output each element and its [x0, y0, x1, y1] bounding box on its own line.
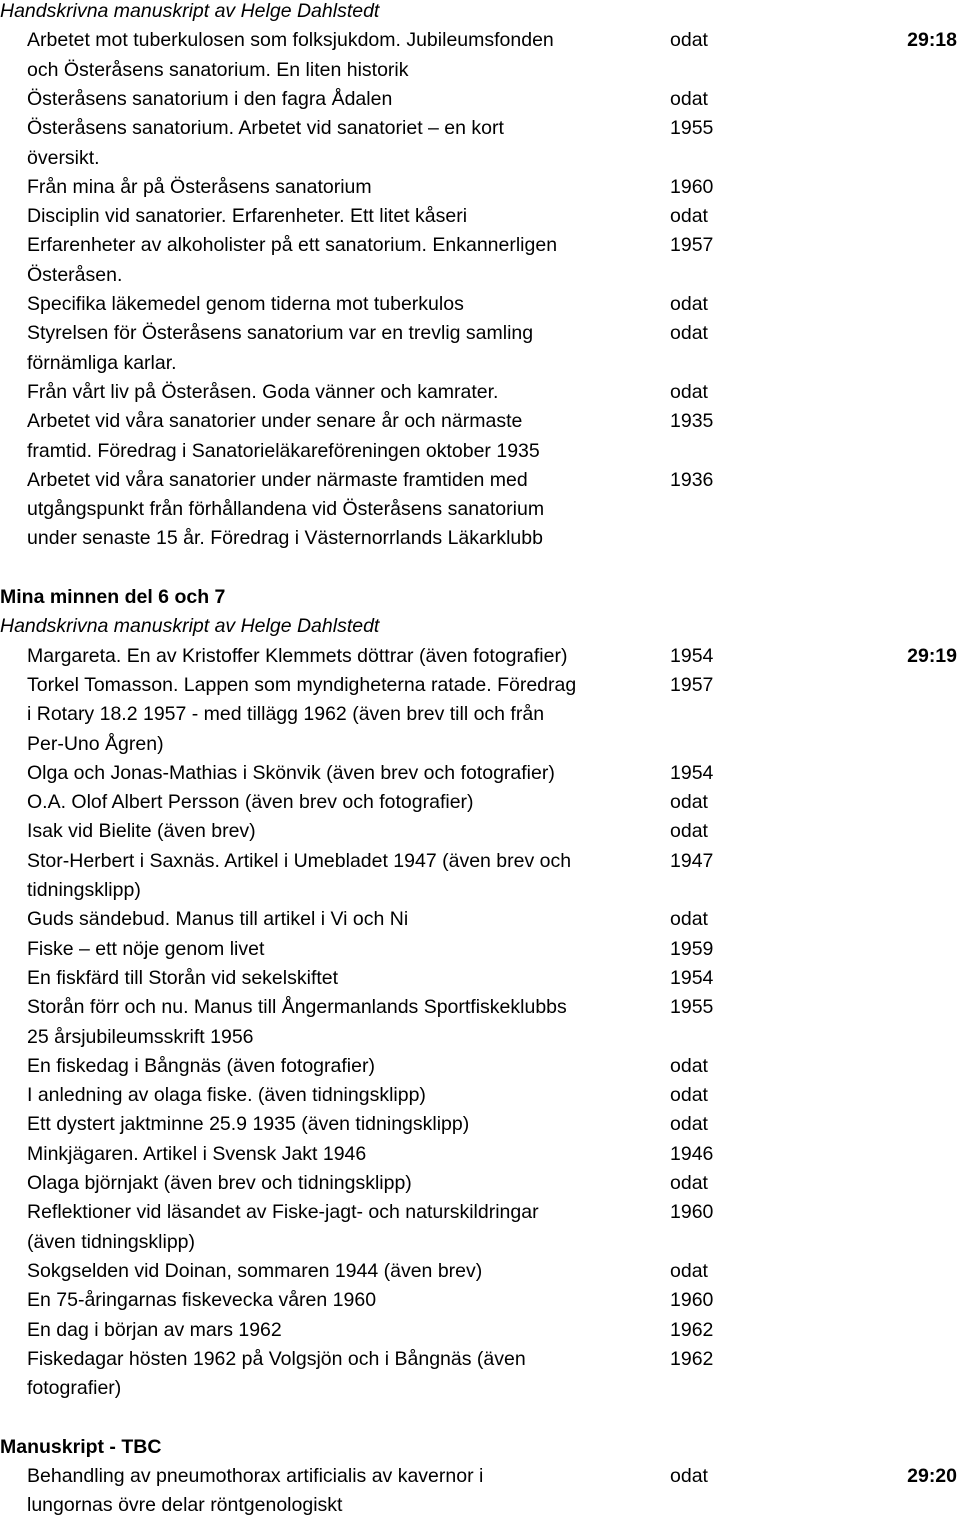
item-title-line: Reflektioner vid läsandet av Fiske-jagt- och naturskildringar: [27, 1201, 539, 1224]
item-title-line: Storån förr och nu. Manus till Ångermanlands Sportfiskeklubbs: [27, 996, 567, 1019]
section-subheading: Handskrivna manuskript av Helge Dahlstedt: [0, 0, 380, 22]
item-year: odat: [670, 1172, 708, 1194]
item-year: odat: [670, 380, 708, 403]
section-subheading: Handskrivna manuskript av Helge Dahlstedt: [0, 615, 380, 638]
item-year: odat: [670, 1084, 708, 1107]
item-title-line: Torkel Tomasson. Lappen som myndigheterna ratade. Föredrag: [27, 673, 577, 696]
shelf-number: 29:18: [907, 29, 957, 52]
item-year: odat: [670, 908, 708, 931]
item-title-line: i Rotary 18.2 1957 - med tillägg 1962 (även brev till och från: [27, 703, 545, 726]
item-title-line: Från mina år på Österåsens sanatorium: [27, 175, 372, 198]
item-year: 1954: [670, 761, 714, 784]
item-title-line: Erfarenheter av alkoholister på ett sanatorium. Enkannerligen: [27, 234, 558, 257]
item-title-line: Arbetet vid våra sanatorier under närmaste framtiden med: [27, 468, 528, 491]
item-year: 1955: [670, 996, 714, 1019]
item-title-line: Specifika läkemedel genom tiderna mot tuberkulos: [27, 293, 464, 315]
item-title-line: Isak vid Bielite (även brev): [27, 820, 256, 843]
item-year: 1957: [670, 673, 714, 696]
item-title-line: och Österåsens sanatorium. En liten historik: [27, 58, 409, 81]
item-title-line: Olaga björnjakt (även brev och tidningsklipp): [27, 1172, 412, 1194]
item-year: 1946: [670, 1142, 714, 1165]
item-year: 1954: [670, 644, 714, 667]
item-title-line: En 75-åringarnas fiskevecka våren 1960: [27, 1289, 377, 1312]
item-title-line: Ett dystert jaktminne 25.9 1935 (även tidningsklipp): [27, 1113, 470, 1136]
item-year: 1960: [670, 175, 714, 198]
shelf-number: 29:19: [907, 644, 957, 667]
item-year: odat: [670, 29, 708, 52]
item-title-line: Arbetet vid våra sanatorier under senare år och närmaste: [27, 410, 523, 433]
item-title-line: Olga och Jonas-Mathias i Skönvik (även brev och fotografier): [27, 761, 555, 784]
item-year: 1960: [670, 1201, 714, 1224]
section-heading: Manuskript - TBC: [0, 1435, 162, 1458]
item-title-line: förnämliga karlar.: [27, 351, 177, 374]
item-year: 1947: [670, 849, 714, 872]
item-year: odat: [670, 1054, 708, 1077]
item-year: odat: [670, 293, 708, 315]
item-year: odat: [670, 1259, 708, 1282]
item-title-line: Guds sändebud. Manus till artikel i Vi och Ni: [27, 908, 409, 931]
item-title-line: (även tidningsklipp): [27, 1230, 196, 1253]
item-title-line: Från vårt liv på Österåsen. Goda vänner och kamrater.: [27, 380, 499, 403]
shelf-number: 29:20: [907, 1465, 957, 1487]
item-title-line: tidningsklipp): [27, 879, 141, 901]
item-year: odat: [670, 1113, 708, 1136]
item-year: odat: [670, 322, 708, 345]
item-title-line: fotografier): [27, 1377, 122, 1400]
item-title-line: Arbetet mot tuberkulosen som folksjukdom. Jubileumsfonden: [27, 29, 554, 52]
item-title-line: Stor-Herbert i Saxnäs. Artikel i Umebladet 1947 (även brev och: [27, 849, 572, 872]
item-title-line: Österåsen.: [27, 263, 123, 286]
item-title-line: framtid. Föredrag i Sanatorieläkareföreningen oktober 1935: [27, 439, 540, 462]
item-year: odat: [670, 87, 708, 110]
section-heading: Mina minnen del 6 och 7: [0, 586, 226, 608]
item-title-line: Minkjägaren. Artikel i Svensk Jakt 1946: [27, 1142, 367, 1165]
item-title-line: O.A. Olof Albert Persson (även brev och fotografier): [27, 791, 474, 814]
item-year: odat: [670, 791, 708, 814]
item-year: 1935: [670, 410, 714, 433]
item-year: 1957: [670, 234, 714, 257]
item-title-line: En dag i början av mars 1962: [27, 1318, 282, 1341]
item-title-line: Sokgselden vid Doinan, sommaren 1944 (även brev): [27, 1259, 483, 1282]
item-title-line: Fiskedagar hösten 1962 på Volgsjön och i Bångnäs (även: [27, 1347, 526, 1370]
item-title-line: Österåsens sanatorium. Arbetet vid sanatoriet – en kort: [27, 117, 504, 140]
item-title-line: Behandling av pneumothorax artificialis av kavernor i: [27, 1465, 484, 1487]
item-title-line: En fiskfärd till Storån vid sekelskiftet: [27, 966, 339, 989]
item-title-line: Per-Uno Ågren): [27, 732, 164, 755]
item-title-line: En fiskedag i Bångnäs (även fotografier): [27, 1054, 375, 1077]
item-title-line: utgångspunkt från förhållandena vid Österåsens sanatorium: [27, 498, 545, 521]
item-year: 1954: [670, 966, 714, 989]
item-title-line: 25 årsjubileumsskrift 1956: [27, 1025, 254, 1048]
item-title-line: under senaste 15 år. Föredrag i Västernorrlands Läkarklubb: [27, 527, 543, 550]
item-year: odat: [670, 820, 708, 843]
item-title-line: Styrelsen för Österåsens sanatorium var en trevlig samling: [27, 322, 534, 345]
item-year: 1960: [670, 1289, 714, 1312]
item-title-line: Fiske – ett nöje genom livet: [27, 937, 265, 960]
item-year: 1955: [670, 117, 714, 140]
item-title-line: I anledning av olaga fiske. (även tidningsklipp): [27, 1084, 426, 1107]
item-year: 1959: [670, 937, 714, 960]
item-title-line: lungornas övre delar röntgenologiskt: [27, 1494, 343, 1517]
item-title-line: Österåsens sanatorium i den fagra Ådalen: [27, 87, 393, 110]
item-year: 1962: [670, 1347, 714, 1370]
item-year: 1936: [670, 468, 714, 491]
item-title-line: Disciplin vid sanatorier. Erfarenheter. Ett litet kåseri: [27, 205, 468, 228]
item-title-line: översikt.: [27, 146, 100, 169]
item-year: odat: [670, 1465, 708, 1487]
item-year: odat: [670, 205, 708, 228]
item-title-line: Margareta. En av Kristoffer Klemmets döttrar (även fotografier): [27, 644, 568, 667]
item-year: 1962: [670, 1318, 714, 1341]
